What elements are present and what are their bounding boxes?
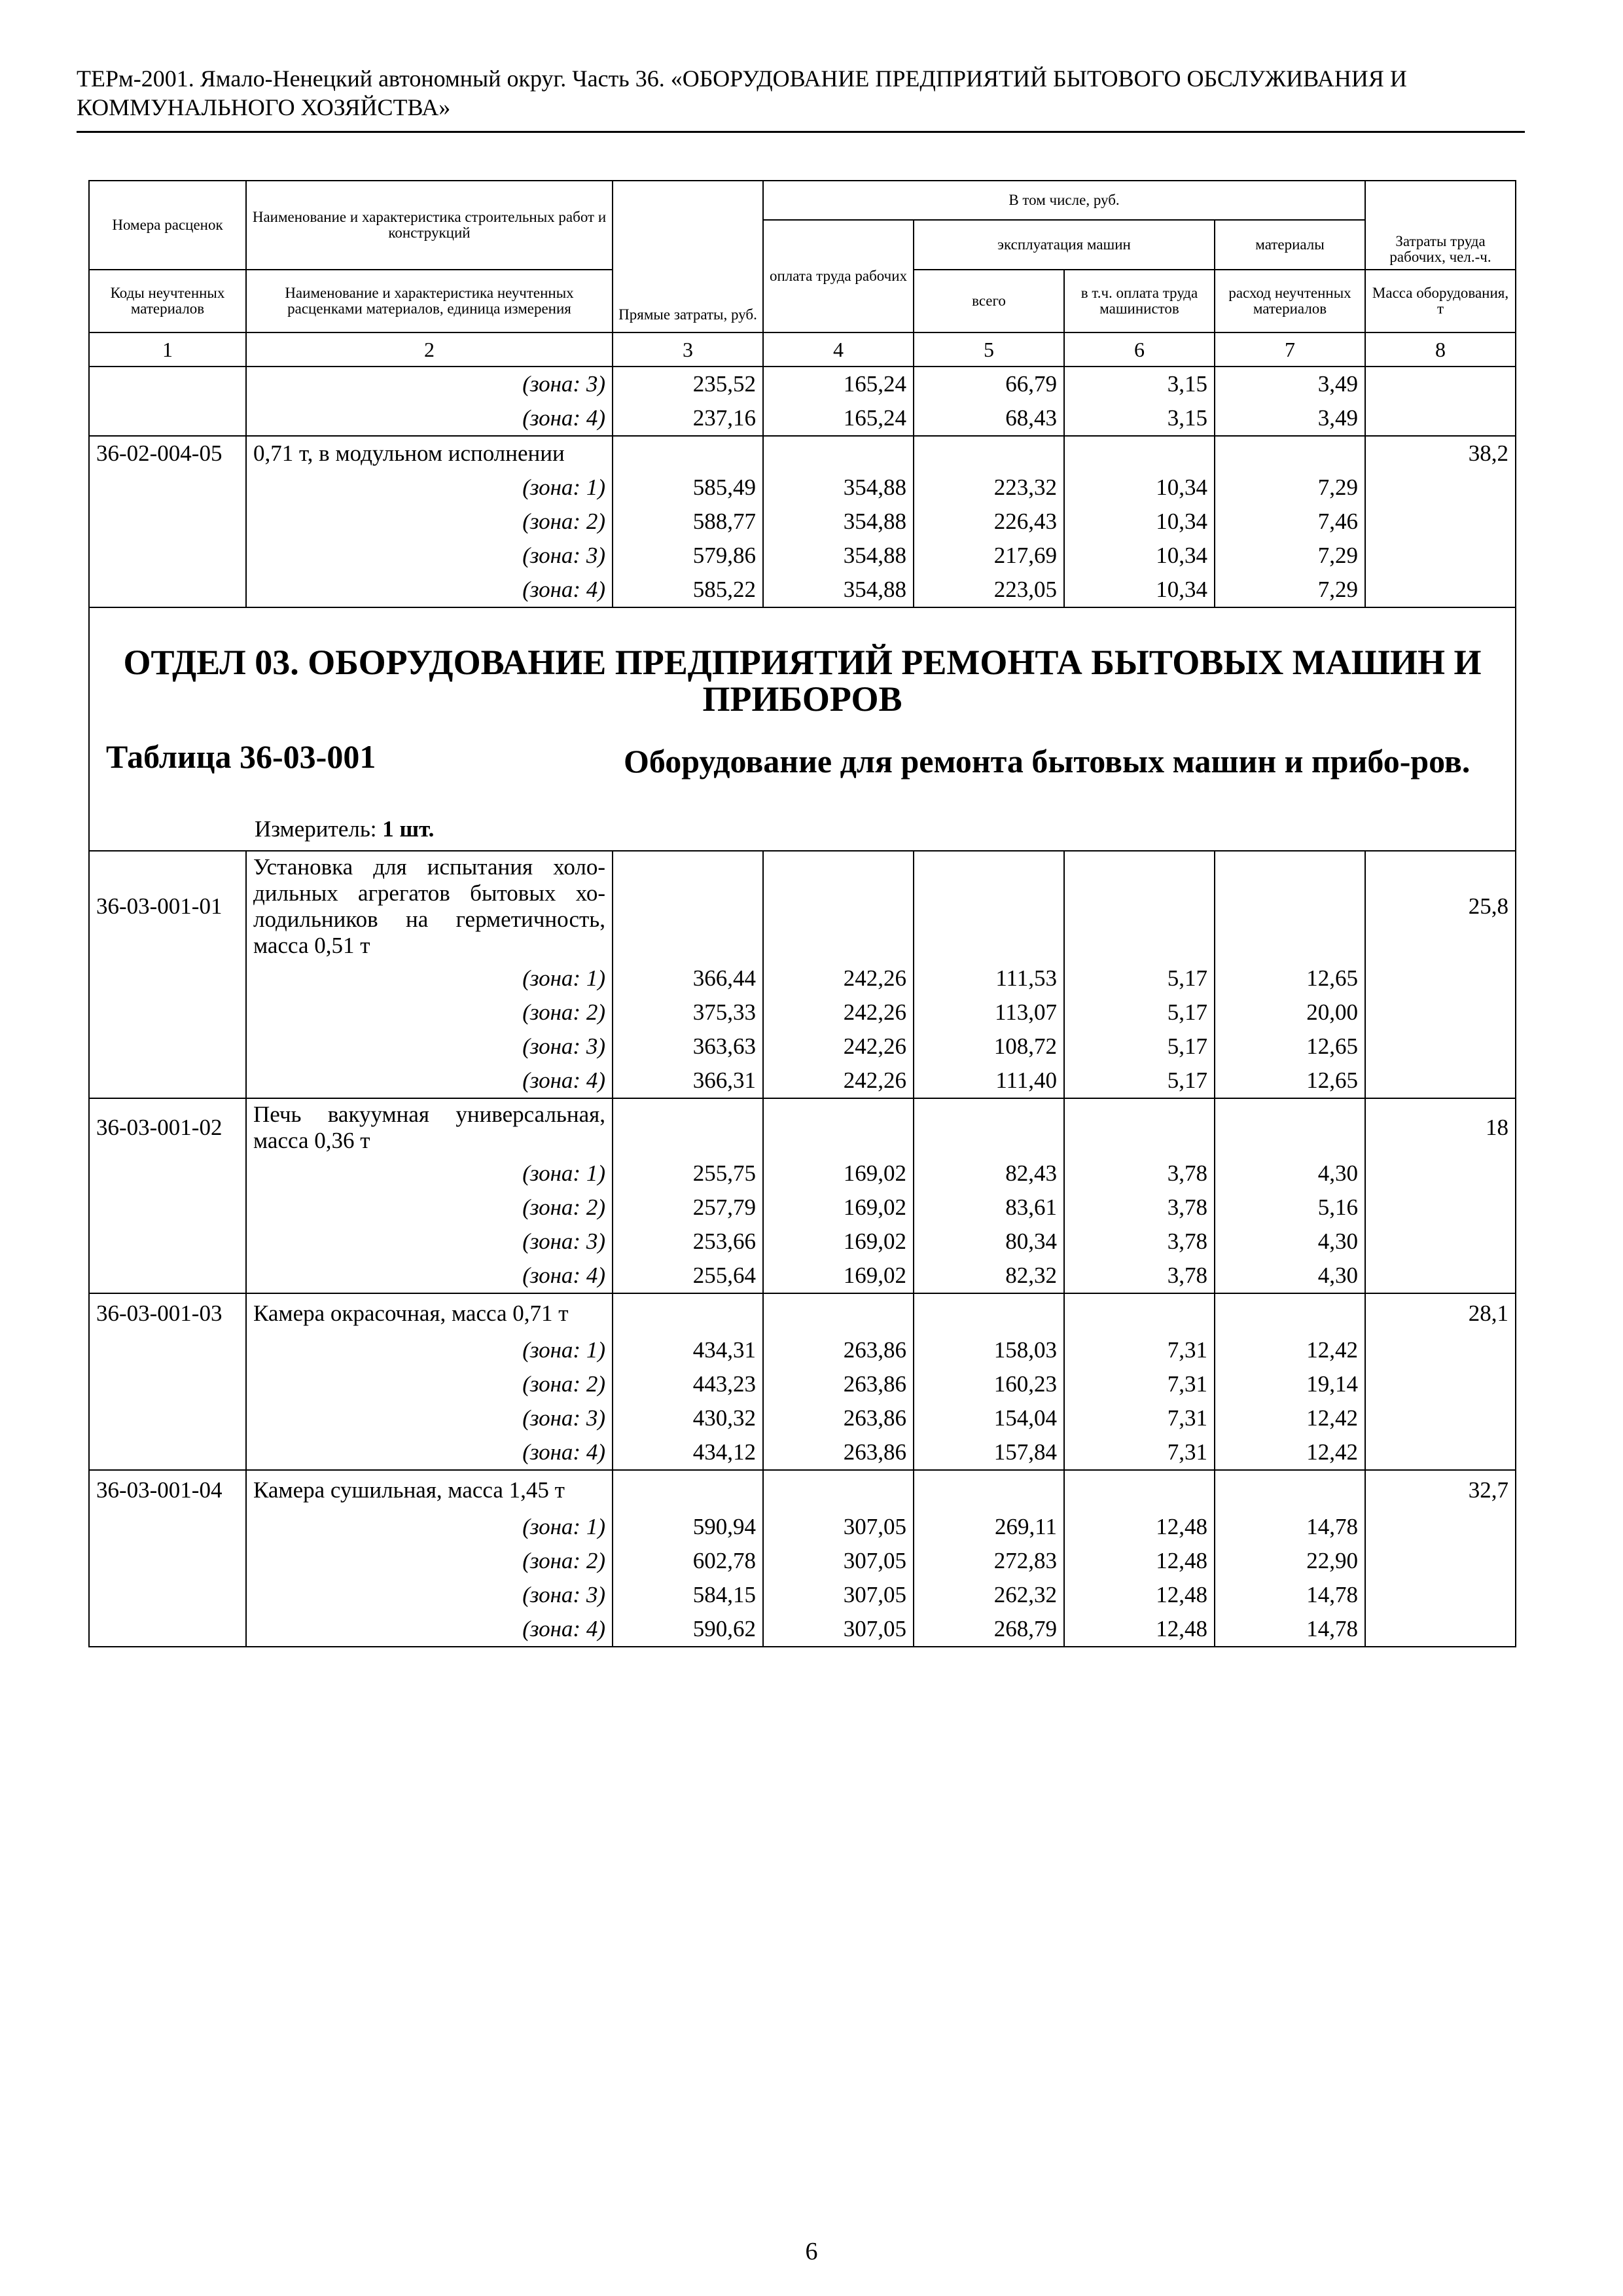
- zone-row: [89, 1578, 1516, 1612]
- code-cell: [89, 996, 246, 1030]
- direct-cost: 253,66: [613, 1225, 763, 1259]
- zone-row: [89, 367, 1516, 401]
- code-cell: [89, 1030, 246, 1064]
- measure-label: Измеритель:: [255, 816, 377, 842]
- operator-pay: 3,15: [1064, 367, 1215, 401]
- materials: 7,29: [1215, 471, 1365, 505]
- rates-table: [88, 180, 1516, 1647]
- empty-cell: [763, 436, 914, 471]
- zone-row: [89, 1333, 1516, 1367]
- machine-total: 80,34: [914, 1225, 1064, 1259]
- labor-cell: [1365, 1030, 1516, 1064]
- hdr-equipment-mass: Масса оборудования, т: [1365, 270, 1516, 332]
- hdr-worker-pay: оплата труда рабочих: [763, 220, 914, 332]
- operator-pay: 12,48: [1064, 1612, 1215, 1647]
- empty-cell: [763, 1098, 914, 1157]
- empty-cell: [763, 1293, 914, 1333]
- empty-cell: [613, 436, 763, 471]
- worker-pay: 263,86: [763, 1333, 914, 1367]
- hdr-unaccounted-name: Наименование и характеристика неучтенных расценками материалов, единица измерения: [246, 270, 613, 332]
- labor-cell: [1365, 1064, 1516, 1098]
- section-title: ОТДЕЛ 03. ОБОРУДОВАНИЕ ПРЕДПРИЯТИЙ РЕМОНТА БЫТОВЫХ МАШИН И ПРИБОРОВ: [123, 643, 1482, 719]
- code-cell: [89, 471, 246, 505]
- zone-row: [89, 401, 1516, 436]
- empty-cell: [1064, 436, 1215, 471]
- zone-row: [89, 1435, 1516, 1470]
- direct-cost: 584,15: [613, 1578, 763, 1612]
- rate-description: Камера окрасочная, масса 0,71 т: [246, 1293, 613, 1333]
- direct-cost: 255,75: [613, 1157, 763, 1191]
- code-cell: [89, 1225, 246, 1259]
- direct-cost: 434,12: [613, 1435, 763, 1470]
- rate-description: Камера сушильная, масса 1,45 т: [246, 1470, 613, 1510]
- rate-description: Печь вакуумная универсальная, масса 0,36 т: [246, 1098, 613, 1157]
- col-num: 7: [1215, 332, 1365, 367]
- measure-value: 1 шт.: [382, 816, 435, 842]
- code-cell: [89, 1333, 246, 1367]
- zone-label: (зона: 3): [246, 1401, 613, 1435]
- labor-cell: [1365, 1259, 1516, 1293]
- rate-code: 36-03-001-03: [89, 1293, 246, 1333]
- machine-total: 272,83: [914, 1544, 1064, 1578]
- zone-row: [89, 573, 1516, 607]
- direct-cost: 237,16: [613, 401, 763, 436]
- operator-pay: 7,31: [1064, 1435, 1215, 1470]
- machine-total: 66,79: [914, 367, 1064, 401]
- materials: 12,65: [1215, 1030, 1365, 1064]
- rate-code: 36-03-001-01: [89, 851, 246, 961]
- operator-pay: 10,34: [1064, 539, 1215, 573]
- operator-pay: 5,17: [1064, 961, 1215, 996]
- machine-total: 68,43: [914, 401, 1064, 436]
- materials: 14,78: [1215, 1578, 1365, 1612]
- zone-label: (зона: 2): [246, 1544, 613, 1578]
- labor-cell: [1365, 996, 1516, 1030]
- direct-cost: 430,32: [613, 1401, 763, 1435]
- zone-label: (зона: 1): [246, 1157, 613, 1191]
- item-row: [89, 436, 1516, 471]
- code-cell: [89, 573, 246, 607]
- empty-cell: [1215, 1470, 1365, 1510]
- operator-pay: 3,78: [1064, 1191, 1215, 1225]
- rate-code: 36-03-001-04: [89, 1470, 246, 1510]
- labor-cell: [1365, 1225, 1516, 1259]
- zone-label: (зона: 4): [246, 1612, 613, 1647]
- materials: 14,78: [1215, 1510, 1365, 1544]
- worker-pay: 307,05: [763, 1612, 914, 1647]
- direct-cost: 363,63: [613, 1030, 763, 1064]
- worker-pay: 169,02: [763, 1191, 914, 1225]
- col-num: 6: [1064, 332, 1215, 367]
- hdr-unaccounted-codes: Коды неучтенных материалов: [89, 270, 246, 332]
- header-line-2: КОММУНАЛЬНОГО ХОЗЯЙСТВА»: [77, 94, 451, 120]
- operator-pay: 5,17: [1064, 996, 1215, 1030]
- labor-cell: [1365, 1578, 1516, 1612]
- zone-label: (зона: 3): [246, 539, 613, 573]
- table-header-row-1: [89, 181, 1516, 220]
- section-block: [89, 607, 1516, 851]
- operator-pay: 10,34: [1064, 505, 1215, 539]
- operator-pay: 12,48: [1064, 1544, 1215, 1578]
- zone-label: (зона: 4): [246, 1435, 613, 1470]
- direct-cost: 434,31: [613, 1333, 763, 1367]
- labor-cell: [1365, 573, 1516, 607]
- machine-total: 223,05: [914, 573, 1064, 607]
- labor-cell: [1365, 1191, 1516, 1225]
- worker-pay: 169,02: [763, 1225, 914, 1259]
- empty-cell: [613, 1470, 763, 1510]
- code-cell: [89, 1612, 246, 1647]
- zone-row: [89, 1612, 1516, 1647]
- code-cell: [89, 401, 246, 436]
- zone-row: [89, 961, 1516, 996]
- materials: 14,78: [1215, 1612, 1365, 1647]
- item-row: [89, 1470, 1516, 1510]
- zone-label: (зона: 2): [246, 1367, 613, 1401]
- labor-cell: [1365, 505, 1516, 539]
- direct-cost: 590,94: [613, 1510, 763, 1544]
- zone-row: [89, 1544, 1516, 1578]
- materials: 20,00: [1215, 996, 1365, 1030]
- empty-cell: [914, 851, 1064, 961]
- worker-pay: 307,05: [763, 1578, 914, 1612]
- labor-cell: [1365, 1544, 1516, 1578]
- materials: 12,65: [1215, 961, 1365, 996]
- zone-label: (зона: 1): [246, 1333, 613, 1367]
- zone-row: [89, 1259, 1516, 1293]
- machine-total: 82,43: [914, 1157, 1064, 1191]
- table-label: Таблица 36-03-001: [106, 738, 376, 775]
- labor-cell: [1365, 1333, 1516, 1367]
- zone-row: [89, 505, 1516, 539]
- zone-row: [89, 1225, 1516, 1259]
- empty-cell: [613, 851, 763, 961]
- col-num: 8: [1365, 332, 1516, 367]
- labor-cost: 28,1: [1365, 1293, 1516, 1333]
- code-cell: [89, 505, 246, 539]
- worker-pay: 242,26: [763, 1064, 914, 1098]
- machine-total: 83,61: [914, 1191, 1064, 1225]
- code-cell: [89, 1435, 246, 1470]
- direct-cost: 585,49: [613, 471, 763, 505]
- machine-total: 268,79: [914, 1612, 1064, 1647]
- empty-cell: [1215, 1098, 1365, 1157]
- labor-cost: 18: [1365, 1098, 1516, 1157]
- worker-pay: 263,86: [763, 1401, 914, 1435]
- operator-pay: 3,78: [1064, 1259, 1215, 1293]
- direct-cost: 579,86: [613, 539, 763, 573]
- rate-code: 36-02-004-05: [89, 436, 246, 471]
- machine-total: 223,32: [914, 471, 1064, 505]
- hdr-codes: Номера расценок: [89, 181, 246, 270]
- labor-cost: 32,7: [1365, 1470, 1516, 1510]
- zone-label: (зона: 1): [246, 961, 613, 996]
- document-header: [77, 64, 1516, 122]
- rate-description: 0,71 т, в модульном исполнении: [246, 436, 613, 471]
- materials: 3,49: [1215, 401, 1365, 436]
- col-num: 3: [613, 332, 763, 367]
- header-rule: [77, 131, 1525, 133]
- operator-pay: 7,31: [1064, 1333, 1215, 1367]
- zone-row: [89, 1401, 1516, 1435]
- empty-cell: [763, 851, 914, 961]
- code-cell: [89, 1157, 246, 1191]
- labor-cell: [1365, 1157, 1516, 1191]
- labor-cell: [1365, 401, 1516, 436]
- zone-label: (зона: 1): [246, 1510, 613, 1544]
- worker-pay: 165,24: [763, 367, 914, 401]
- operator-pay: 3,15: [1064, 401, 1215, 436]
- hdr-direct-costs: Прямые затраты, руб.: [613, 181, 763, 332]
- code-cell: [89, 1064, 246, 1098]
- operator-pay: 7,31: [1064, 1401, 1215, 1435]
- empty-cell: [1064, 1470, 1215, 1510]
- direct-cost: 255,64: [613, 1259, 763, 1293]
- operator-pay: 3,78: [1064, 1157, 1215, 1191]
- empty-cell: [914, 1470, 1064, 1510]
- empty-cell: [914, 436, 1064, 471]
- labor-cell: [1365, 1612, 1516, 1647]
- hdr-incl-operator-pay: в т.ч. оплата труда машинистов: [1064, 270, 1215, 332]
- operator-pay: 12,48: [1064, 1510, 1215, 1544]
- worker-pay: 242,26: [763, 961, 914, 996]
- machine-total: 157,84: [914, 1435, 1064, 1470]
- zone-label: (зона: 4): [246, 401, 613, 436]
- operator-pay: 10,34: [1064, 573, 1215, 607]
- zone-label: (зона: 3): [246, 1030, 613, 1064]
- materials: 4,30: [1215, 1259, 1365, 1293]
- code-cell: [89, 1510, 246, 1544]
- materials: 22,90: [1215, 1544, 1365, 1578]
- direct-cost: 257,79: [613, 1191, 763, 1225]
- rate-description: Установка для испытания холо-дильных агрегатов бытовых хо-лодильников на герметичность, масса 0,51 т: [246, 851, 613, 961]
- labor-cell: [1365, 1401, 1516, 1435]
- zone-label: (зона: 3): [246, 367, 613, 401]
- labor-cell: [1365, 471, 1516, 505]
- hdr-including: В том числе, руб.: [763, 181, 1365, 220]
- zone-label: (зона: 4): [246, 1064, 613, 1098]
- materials: 12,42: [1215, 1333, 1365, 1367]
- materials: 7,29: [1215, 539, 1365, 573]
- hdr-name: Наименование и характеристика строительных работ и конструкций: [246, 181, 613, 270]
- direct-cost: 588,77: [613, 505, 763, 539]
- machine-total: 262,32: [914, 1578, 1064, 1612]
- machine-total: 269,11: [914, 1510, 1064, 1544]
- direct-cost: 366,44: [613, 961, 763, 996]
- materials: 12,65: [1215, 1064, 1365, 1098]
- worker-pay: 242,26: [763, 996, 914, 1030]
- zone-label: (зона: 2): [246, 505, 613, 539]
- worker-pay: 354,88: [763, 539, 914, 573]
- zone-label: (зона: 2): [246, 996, 613, 1030]
- zone-label: (зона: 4): [246, 573, 613, 607]
- header-line-1: ТЕРм-2001. Ямало-Ненецкий автономный округ. Часть 36. «ОБОРУДОВАНИЕ ПРЕДПРИЯТИЙ БЫТОВОГО ОБСЛУЖИВАНИЯ И: [77, 65, 1407, 92]
- direct-cost: 235,52: [613, 367, 763, 401]
- operator-pay: 5,17: [1064, 1030, 1215, 1064]
- worker-pay: 169,02: [763, 1259, 914, 1293]
- code-cell: [89, 367, 246, 401]
- materials: 19,14: [1215, 1367, 1365, 1401]
- empty-cell: [1064, 1293, 1215, 1333]
- measure-line: [255, 816, 434, 842]
- col-num: 1: [89, 332, 246, 367]
- machine-total: 111,40: [914, 1064, 1064, 1098]
- labor-cost: 38,2: [1365, 436, 1516, 471]
- hdr-labor-cost: Затраты труда рабочих, чел.-ч.: [1365, 181, 1516, 270]
- code-cell: [89, 539, 246, 573]
- machine-total: 82,32: [914, 1259, 1064, 1293]
- empty-cell: [1215, 1293, 1365, 1333]
- item-row: [89, 1098, 1516, 1157]
- operator-pay: 7,31: [1064, 1367, 1215, 1401]
- machine-total: 154,04: [914, 1401, 1064, 1435]
- zone-label: (зона: 3): [246, 1225, 613, 1259]
- labor-cell: [1365, 1435, 1516, 1470]
- materials: 12,42: [1215, 1401, 1365, 1435]
- direct-cost: 443,23: [613, 1367, 763, 1401]
- worker-pay: 169,02: [763, 1157, 914, 1191]
- col-num: 4: [763, 332, 914, 367]
- zone-label: (зона: 2): [246, 1191, 613, 1225]
- empty-cell: [1064, 1098, 1215, 1157]
- col-num: 5: [914, 332, 1064, 367]
- empty-cell: [914, 1293, 1064, 1333]
- page-number: 6: [805, 2238, 818, 2265]
- machine-total: 226,43: [914, 505, 1064, 539]
- labor-cell: [1365, 1367, 1516, 1401]
- item-row: [89, 851, 1516, 961]
- empty-cell: [763, 1470, 914, 1510]
- materials: 12,42: [1215, 1435, 1365, 1470]
- code-cell: [89, 1367, 246, 1401]
- labor-cell: [1365, 539, 1516, 573]
- section-row: [89, 607, 1516, 851]
- direct-cost: 366,31: [613, 1064, 763, 1098]
- materials: 3,49: [1215, 367, 1365, 401]
- column-number-row: [89, 332, 1516, 367]
- zone-row: [89, 1191, 1516, 1225]
- zone-row: [89, 1030, 1516, 1064]
- direct-cost: 585,22: [613, 573, 763, 607]
- labor-cell: [1365, 961, 1516, 996]
- zone-row: [89, 1510, 1516, 1544]
- code-cell: [89, 961, 246, 996]
- col-num: 2: [246, 332, 613, 367]
- zone-row: [89, 1367, 1516, 1401]
- code-cell: [89, 1544, 246, 1578]
- worker-pay: 165,24: [763, 401, 914, 436]
- zone-row: [89, 1157, 1516, 1191]
- operator-pay: 3,78: [1064, 1225, 1215, 1259]
- code-cell: [89, 1578, 246, 1612]
- worker-pay: 354,88: [763, 573, 914, 607]
- machine-total: 160,23: [914, 1367, 1064, 1401]
- empty-cell: [1064, 851, 1215, 961]
- labor-cost: 25,8: [1365, 851, 1516, 961]
- zone-label: (зона: 4): [246, 1259, 613, 1293]
- item-row: [89, 1293, 1516, 1333]
- hdr-total: всего: [914, 270, 1064, 332]
- hdr-unaccounted-consumption: расход неучтенных материалов: [1215, 270, 1365, 332]
- worker-pay: 354,88: [763, 471, 914, 505]
- worker-pay: 307,05: [763, 1510, 914, 1544]
- empty-cell: [914, 1098, 1064, 1157]
- zone-row: [89, 996, 1516, 1030]
- operator-pay: 10,34: [1064, 471, 1215, 505]
- worker-pay: 307,05: [763, 1544, 914, 1578]
- rate-code: 36-03-001-02: [89, 1098, 246, 1157]
- hdr-materials: материалы: [1215, 220, 1365, 270]
- direct-cost: 590,62: [613, 1612, 763, 1647]
- code-cell: [89, 1191, 246, 1225]
- materials: 4,30: [1215, 1157, 1365, 1191]
- empty-cell: [613, 1098, 763, 1157]
- machine-total: 217,69: [914, 539, 1064, 573]
- zone-label: (зона: 3): [246, 1578, 613, 1612]
- operator-pay: 12,48: [1064, 1578, 1215, 1612]
- materials: 7,29: [1215, 573, 1365, 607]
- empty-cell: [1215, 436, 1365, 471]
- code-cell: [89, 1401, 246, 1435]
- machine-total: 111,53: [914, 961, 1064, 996]
- code-cell: [89, 1259, 246, 1293]
- worker-pay: 263,86: [763, 1367, 914, 1401]
- machine-total: 158,03: [914, 1333, 1064, 1367]
- table-title: Оборудование для ремонта бытовых машин и прибо-ров.: [624, 743, 1471, 780]
- machine-total: 113,07: [914, 996, 1064, 1030]
- direct-cost: 602,78: [613, 1544, 763, 1578]
- hdr-machine-operation: эксплуатация машин: [914, 220, 1215, 270]
- empty-cell: [1215, 851, 1365, 961]
- zone-row: [89, 471, 1516, 505]
- machine-total: 108,72: [914, 1030, 1064, 1064]
- zone-row: [89, 539, 1516, 573]
- worker-pay: 354,88: [763, 505, 914, 539]
- worker-pay: 263,86: [763, 1435, 914, 1470]
- materials: 7,46: [1215, 505, 1365, 539]
- labor-cell: [1365, 367, 1516, 401]
- zone-label: (зона: 1): [246, 471, 613, 505]
- labor-cell: [1365, 1510, 1516, 1544]
- operator-pay: 5,17: [1064, 1064, 1215, 1098]
- materials: 4,30: [1215, 1225, 1365, 1259]
- worker-pay: 242,26: [763, 1030, 914, 1064]
- materials: 5,16: [1215, 1191, 1365, 1225]
- zone-row: [89, 1064, 1516, 1098]
- empty-cell: [613, 1293, 763, 1333]
- direct-cost: 375,33: [613, 996, 763, 1030]
